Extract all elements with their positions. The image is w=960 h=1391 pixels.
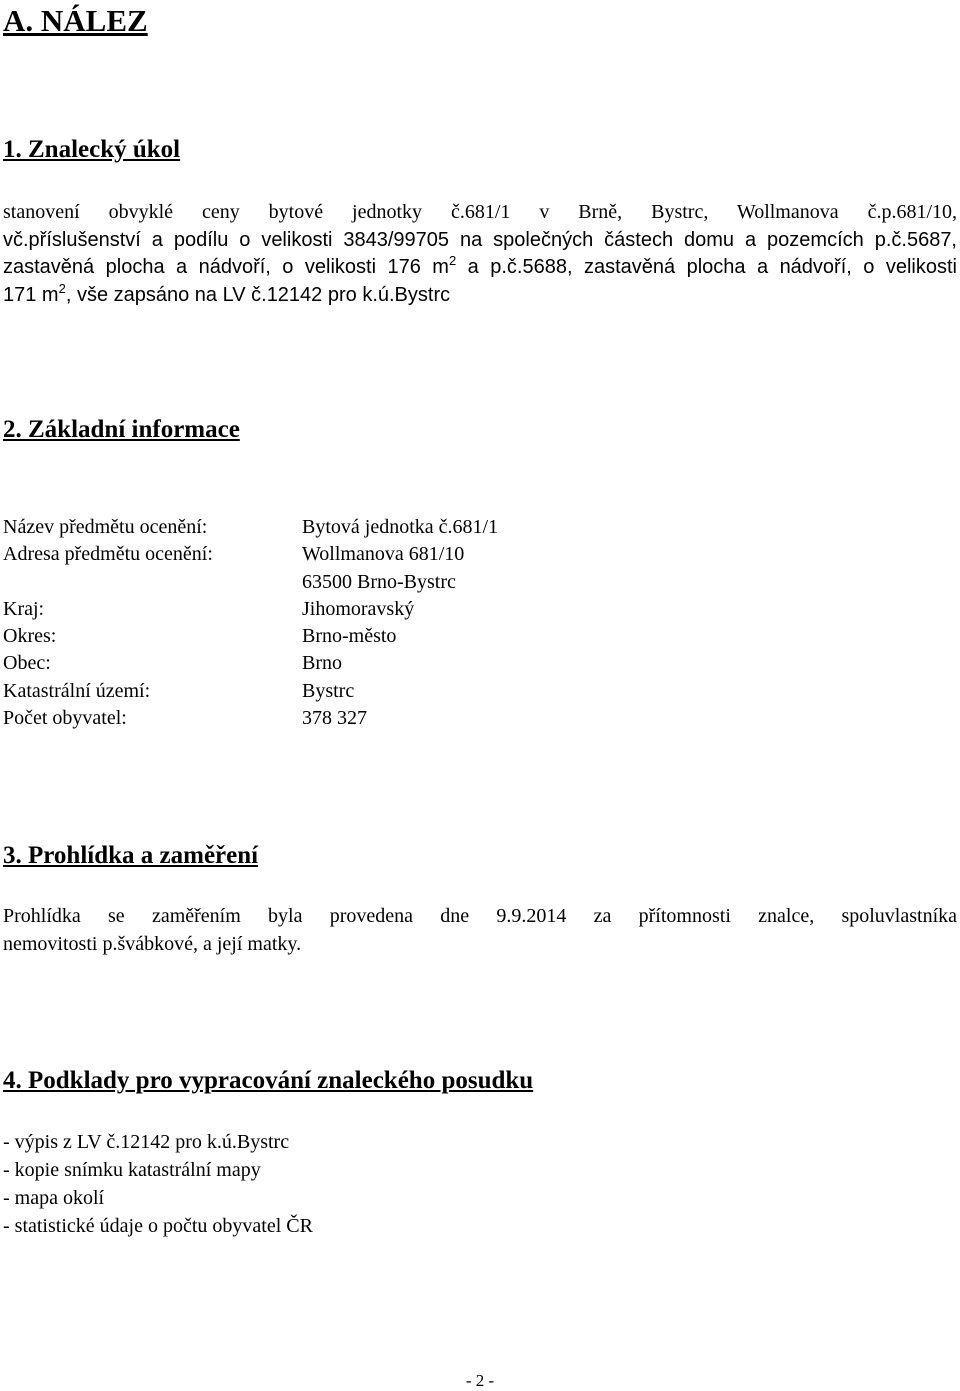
info-label: Okres:	[3, 625, 57, 648]
section2-title: 2. Základní informace	[3, 416, 240, 443]
section1-line4a: 171 m	[3, 283, 59, 306]
info-value: Jihomoravský	[302, 597, 415, 620]
info-label: Katastrální území:	[3, 679, 151, 702]
section1-line4-sup: 2	[58, 280, 66, 296]
section3-line2: nemovitosti p.švábkové, a její matky.	[3, 932, 302, 955]
info-label: Kraj:	[3, 597, 45, 620]
section4-title: 4. Podklady pro vypracování znaleckého posudku	[3, 1067, 534, 1094]
section1-line4	[3, 282, 957, 310]
info-label: Adresa předmětu ocenění:	[3, 543, 213, 566]
section1-paragraph	[3, 199, 957, 309]
info-value: 63500 Brno-Bystrc	[302, 570, 456, 593]
section3-title: 3. Prohlídka a zaměření	[3, 842, 259, 869]
page-number: - 2 -	[465, 1371, 495, 1390]
info-value: Brno-město	[302, 625, 397, 648]
sources-list	[3, 1128, 313, 1240]
info-label: Počet obyvatel:	[3, 707, 127, 730]
section1-line3-sup: 2	[448, 253, 457, 268]
section3-line1: Prohlídka se zaměřením byla provedena dne 9.9.2014 za přítomnosti znalce, spoluvlastníka	[3, 905, 957, 927]
section1-line3b: a p.č.5688, zastavěná plocha a nádvoří, o velikosti	[456, 256, 957, 278]
info-label: Název předmětu ocenění:	[3, 516, 208, 538]
info-label: Obec:	[3, 652, 51, 675]
section1-line3a: zastavěná plocha a nádvoří, o velikosti 176 m	[3, 256, 449, 278]
list-item: - výpis z LV č.12142 pro k.ú.Bystrc	[3, 1131, 290, 1153]
section1-title: 1. Znalecký úkol	[3, 136, 181, 163]
section1-line2: vč.příslušenství a podílu o velikosti 3843/99705 na společných částech domu a pozemcích p.č.5687,	[3, 228, 957, 251]
info-value: Brno	[302, 652, 342, 675]
section1-line3	[3, 254, 957, 282]
info-value: 378 327	[302, 707, 367, 730]
main-heading: A. NÁLEZ	[3, 3, 148, 38]
list-item: - statistické údaje o počtu obyvatel ČR	[3, 1215, 313, 1237]
list-item: - mapa okolí	[3, 1187, 105, 1209]
info-value: Bystrc	[302, 679, 355, 702]
info-value: Wollmanova 681/10	[302, 543, 465, 566]
section1-line4b: , vše zapsáno na LV č.12142 pro k.ú.Bystrc	[65, 283, 451, 306]
list-item: - kopie snímku katastrální mapy	[3, 1159, 261, 1181]
section3-paragraph	[3, 903, 957, 958]
info-value: Bytová jednotka č.681/1	[302, 516, 499, 538]
section1-line1: stanovení obvyklé ceny bytové jednotky č.681/1 v Brně, Bystrc, Wollmanova č.p.681/10,	[3, 201, 957, 223]
